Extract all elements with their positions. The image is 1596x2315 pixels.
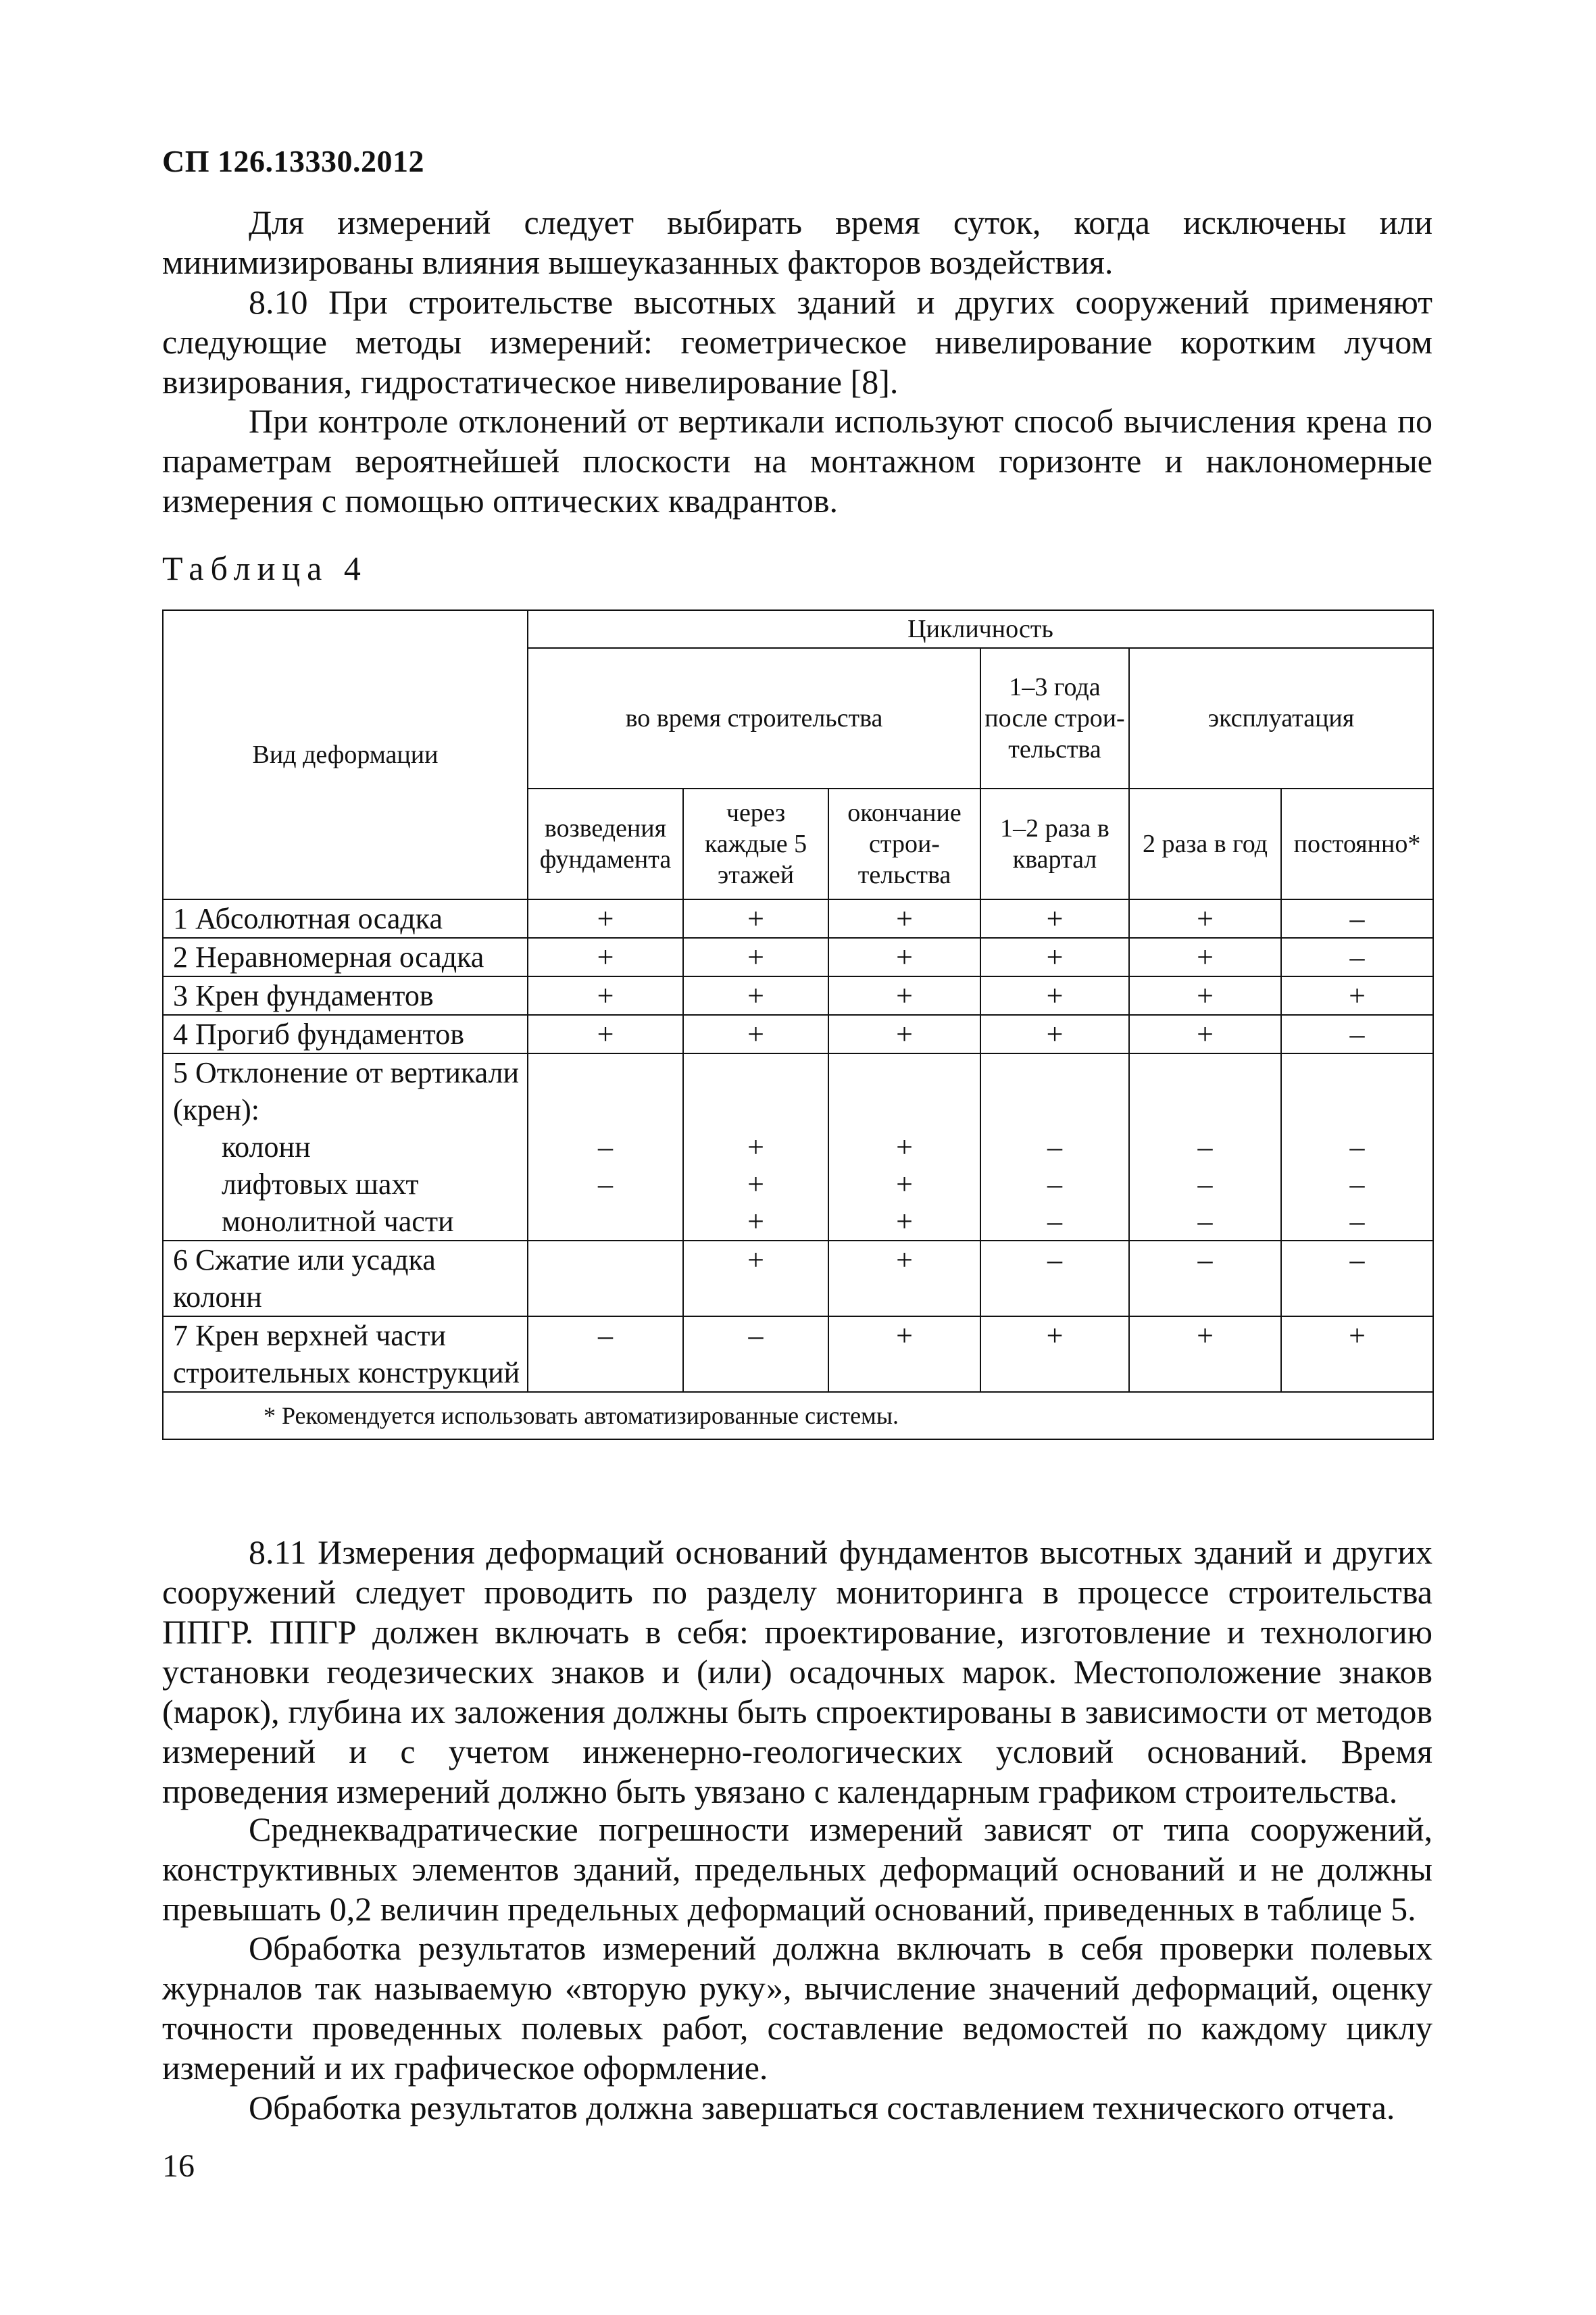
group-operation: эксплуатация xyxy=(1129,648,1433,789)
mark-cell: – – – xyxy=(980,1053,1129,1241)
paragraph-8-11: 8.11 Измерения деформаций оснований фундаментов высотных зданий и других сооружений следует проводить по разделу мониторинга в процессе строительства ППГР. ППГР должен включать в себя: проектирование, изготовление и технологию установки геодезических знаков и (или) осадочных марок. Местоположение знаков (марок), глубина их заложения должны быть спроектированы в зависимости от методов измерений и с учетом инженерно-геологических условий оснований. Время проведения измерений должно быть увязано с календарным графиком строительства. xyxy=(162,1533,1432,1810)
mark-cell: + xyxy=(683,976,828,1015)
mark-cell: + + + xyxy=(828,1053,980,1241)
mark-cell: + xyxy=(1281,1316,1433,1392)
mark-cell: + xyxy=(828,976,980,1015)
row-name: 1 Абсолютная осадка xyxy=(163,899,528,938)
row-name xyxy=(163,1053,528,1241)
row-5-sub-name: монолитной части xyxy=(222,1205,454,1238)
group-after-construction: 1–3 года после строи-тельства xyxy=(980,648,1129,789)
sub-2-per-year: 2 раза в год xyxy=(1129,789,1281,899)
mark-cell: + xyxy=(1129,899,1281,938)
mark-cell: + xyxy=(1129,976,1281,1015)
mark-cell: – – xyxy=(528,1053,683,1241)
row-5-sub-name: колонн xyxy=(222,1130,311,1164)
mark-cell: – xyxy=(1281,1015,1433,1053)
mark-cell: + xyxy=(980,976,1129,1015)
mark-cell: + xyxy=(528,976,683,1015)
mark-cell: + xyxy=(828,1015,980,1053)
mark-cell: + xyxy=(828,899,980,938)
mark-cell: – xyxy=(683,1316,828,1392)
mark-cell: + xyxy=(683,938,828,976)
mark-cell: + xyxy=(1281,976,1433,1015)
row-name: 7 Крен верхней части строительных конструкций xyxy=(163,1316,528,1392)
paragraph-vertical-control: При контроле отклонений от вертикали используют способ вычисления крена по параметрам вероятнейшей плоскости на монтажном горизонте и наклономерные измерения с помощью оптических квадрантов. xyxy=(162,402,1432,520)
table-row xyxy=(163,1316,1433,1392)
mark-cell: + xyxy=(528,938,683,976)
mark-cell: + xyxy=(828,1316,980,1392)
table-row xyxy=(163,938,1433,976)
table-footnote: * Рекомендуется использовать автоматизированные системы. xyxy=(163,1392,1433,1439)
mark-cell: – xyxy=(1129,1241,1281,1316)
mark-cell: + xyxy=(980,899,1129,938)
paragraph-rms-errors: Среднеквадратические погрешности измерений зависят от типа сооружений, конструктивных элементов зданий, предельных деформаций оснований и не должны превышать 0,2 величин предельных деформаций оснований, приведенных в таблице 5. xyxy=(162,1810,1432,1928)
table-caption: Таблица 4 xyxy=(162,549,368,587)
sub-end-of-construction: окончание строи-тельства xyxy=(828,789,980,899)
table-footnote-row xyxy=(163,1392,1433,1439)
sub-permanent: постоянно* xyxy=(1281,789,1433,899)
mark-cell: + xyxy=(683,899,828,938)
mark-cell: – – – xyxy=(1129,1053,1281,1241)
row-5-sub-name: лифтовых шахт xyxy=(222,1168,419,1201)
mark-cell: + xyxy=(980,938,1129,976)
mark-cell: + xyxy=(528,1015,683,1053)
sub-foundation: возведения фундамента xyxy=(528,789,683,899)
mark-cell: – xyxy=(1281,938,1433,976)
group-during-construction: во время строительства xyxy=(528,648,980,789)
document-code: СП 126.13330.2012 xyxy=(162,144,424,178)
mark-cell: – xyxy=(528,1316,683,1392)
mark-cell: + xyxy=(683,1015,828,1053)
mark-cell: + xyxy=(528,899,683,938)
sub-1-2-per-quarter: 1–2 раза в квартал xyxy=(980,789,1129,899)
paragraph-report: Обработка результатов должна завершаться составлением технического отчета. xyxy=(249,2089,1395,2126)
mark-cell: + xyxy=(980,1316,1129,1392)
mark-cell: – xyxy=(1281,1241,1433,1316)
mark-cell: – xyxy=(980,1241,1129,1316)
mark-cell: – xyxy=(1281,899,1433,938)
table-header-row-1 xyxy=(163,610,1433,648)
table-row xyxy=(163,1241,1433,1316)
paragraph-intro: Для измерений следует выбирать время суток, когда исключены или минимизированы влияния вышеуказанных факторов воздействия. xyxy=(162,203,1432,281)
col-cyclicity: Цикличность xyxy=(528,610,1433,648)
deformation-table xyxy=(162,609,1434,1440)
row-name: 6 Сжатие или усадка колонн xyxy=(163,1241,528,1316)
mark-cell: + xyxy=(828,938,980,976)
row-name: 4 Прогиб фундаментов xyxy=(163,1015,528,1053)
table-row xyxy=(163,1015,1433,1053)
table-row xyxy=(163,899,1433,938)
row-name: 2 Неравномерная осадка xyxy=(163,938,528,976)
mark-cell: – – – xyxy=(1281,1053,1433,1241)
row-name: 3 Крен фундаментов xyxy=(163,976,528,1015)
mark-cell xyxy=(528,1241,683,1316)
paragraph-8-10: 8.10 При строительстве высотных зданий и других сооружений применяют следующие методы измерений: геометрическое нивелирование коротким лучом визирования, гидростатическое нивелирование [8]. xyxy=(162,283,1432,401)
mark-cell: + xyxy=(683,1241,828,1316)
table-row-5 xyxy=(163,1053,1433,1241)
mark-cell: + xyxy=(1129,1316,1281,1392)
mark-cell: + + + xyxy=(683,1053,828,1241)
sub-every-5-floors: через каждые 5 этажей xyxy=(683,789,828,899)
mark-cell: + xyxy=(980,1015,1129,1053)
row-5-title: 5 Отклонение от вертикали (крен): xyxy=(173,1056,520,1126)
paragraph-processing: Обработка результатов измерений должна включать в себя проверки полевых журналов так называемую «вторую руку», вычисление значений деформаций, оценку точности проведенных полевых работ, составление ведомостей по каждому циклу измерений и их графическое оформление. xyxy=(162,1929,1432,2087)
page-number: 16 xyxy=(162,2148,195,2184)
mark-cell: + xyxy=(1129,1015,1281,1053)
table-row xyxy=(163,976,1433,1015)
col-deformation-type: Вид деформации xyxy=(163,610,528,899)
mark-cell: + xyxy=(1129,938,1281,976)
mark-cell: + xyxy=(828,1241,980,1316)
